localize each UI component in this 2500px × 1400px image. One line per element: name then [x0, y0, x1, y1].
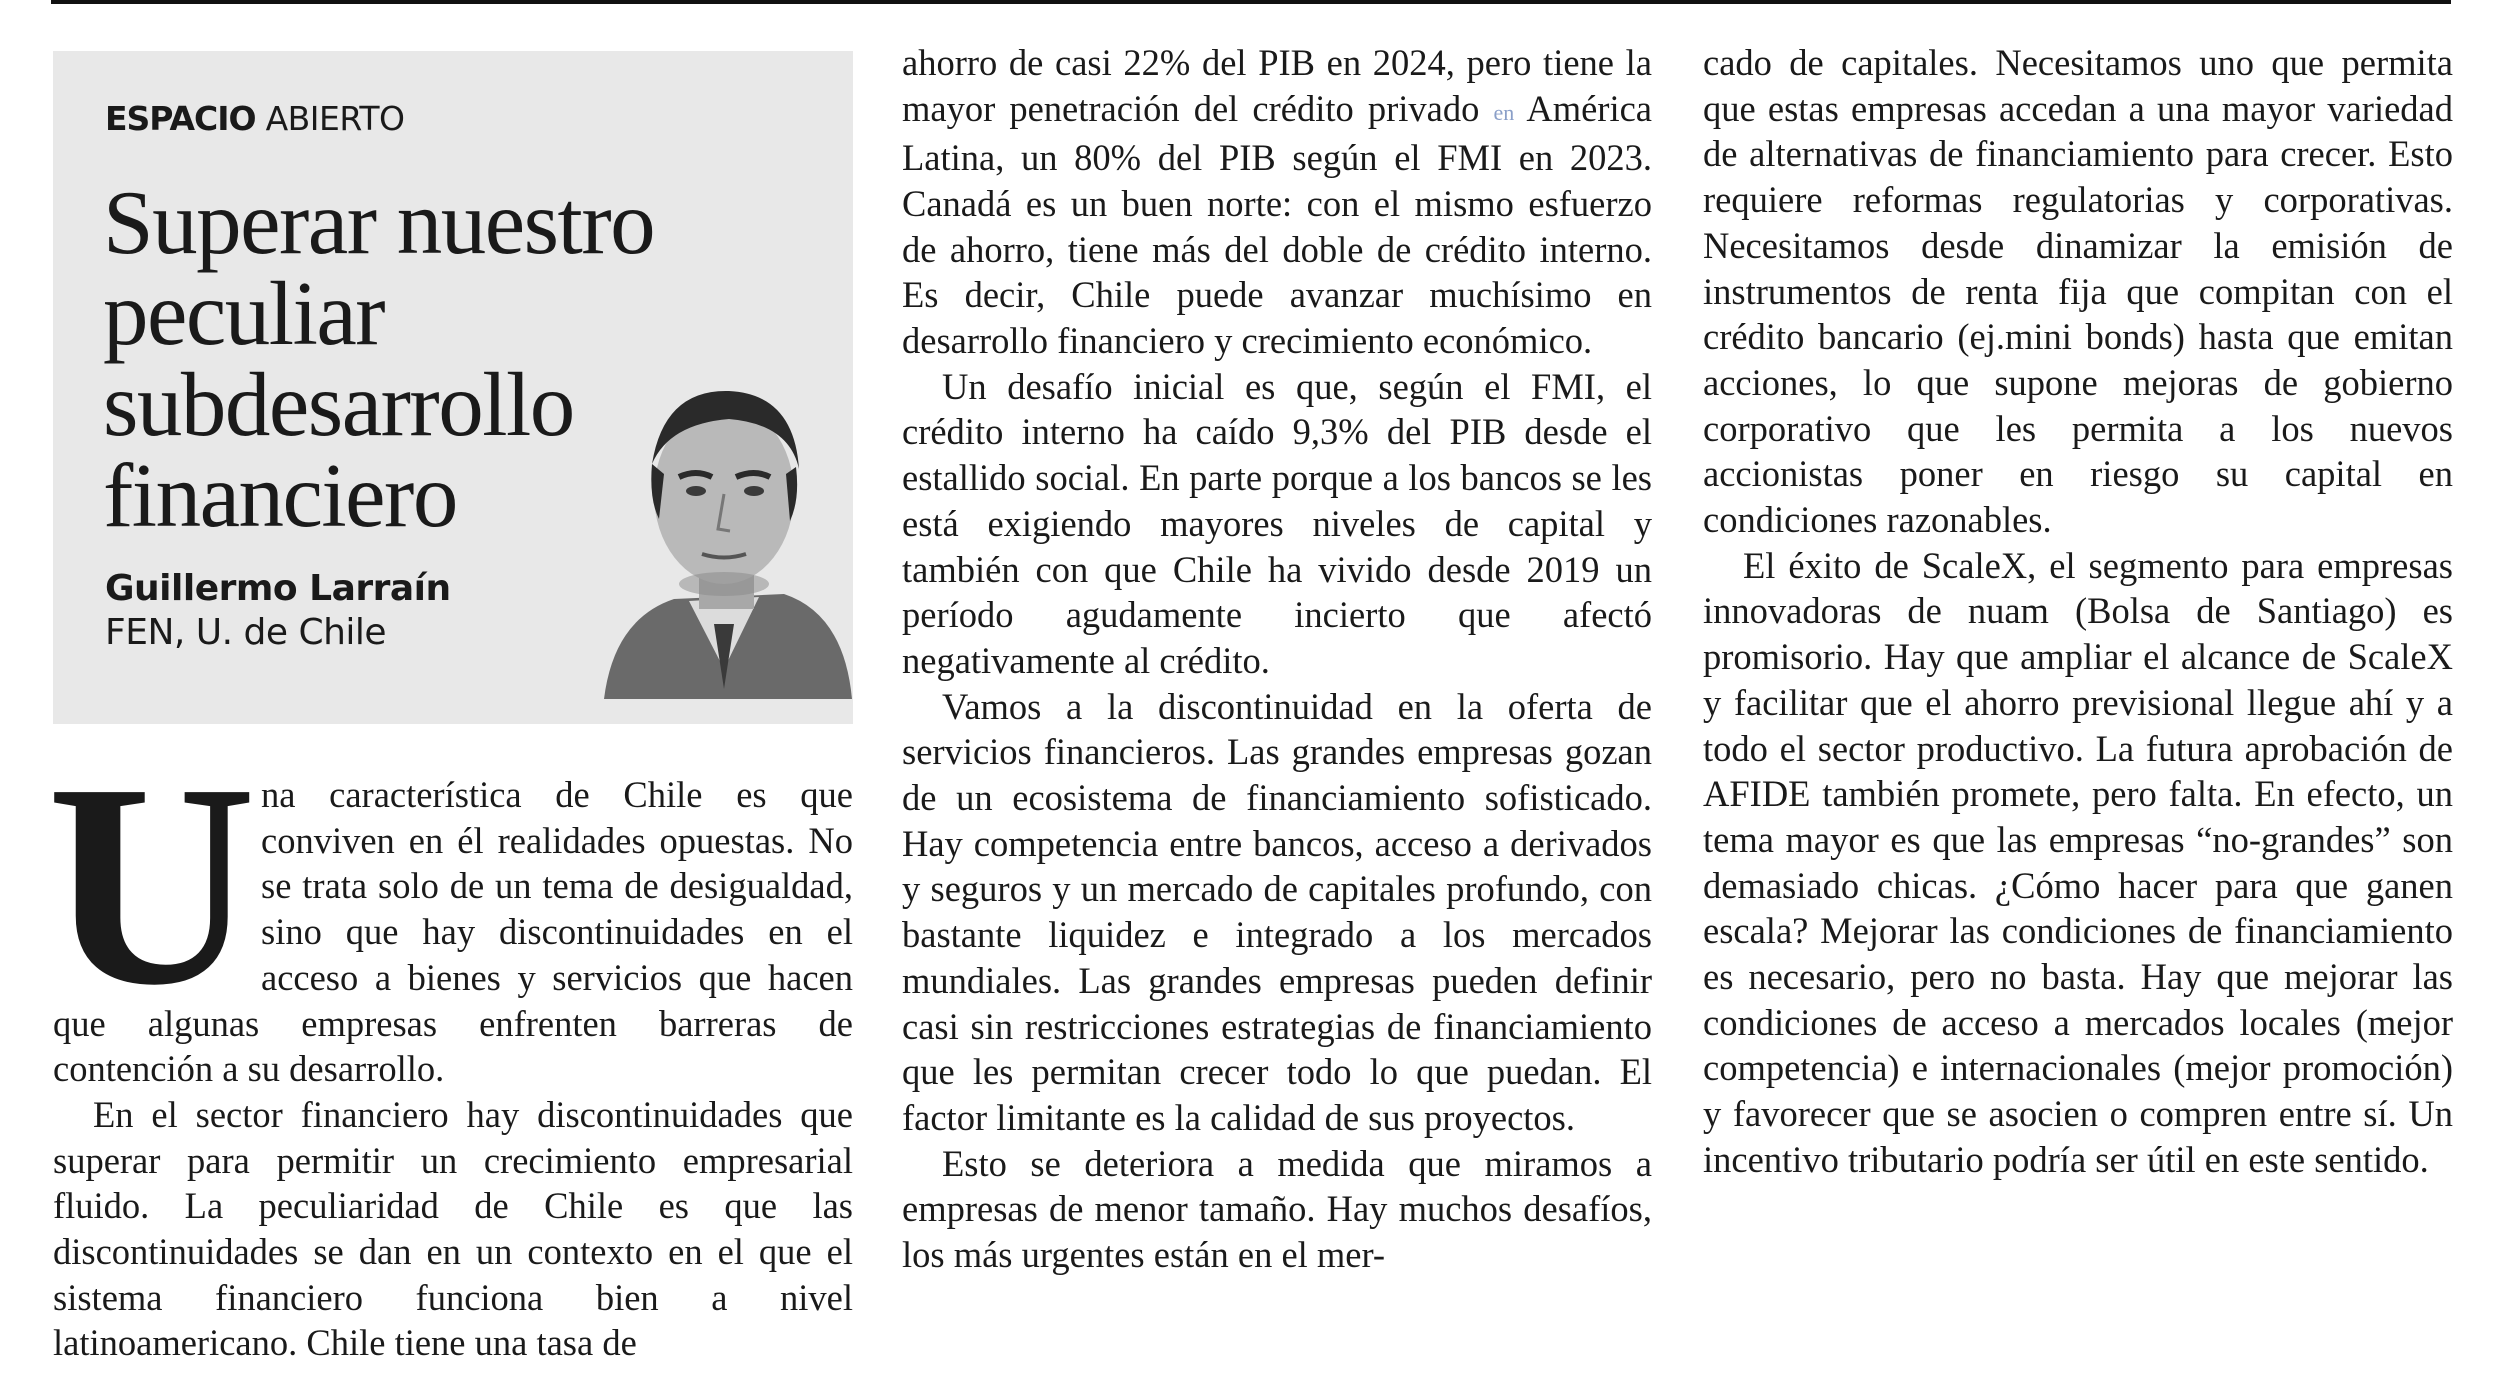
- headline-line: financiero: [103, 445, 457, 546]
- annotation-marker: en: [1493, 99, 1515, 125]
- paragraph: cado de capitales. Necesitamos uno que permita que estas empresas accedan a una mayor variedad de alternativas de financiamiento para crecer. Esto requiere reformas regulatorias y corporativas. Necesitamos desde dinamizar la emisión de instrumentos de renta fija que compitan con el crédito bancario (ej.mini bonds) hasta que emitan acciones, lo que supone mejoras de gobierno corporativo que les permita a los nuevos accionistas poner en riesgo su capital en condiciones razonables.: [1703, 42, 2453, 541]
- section-label: ESPACIO ABIERTO: [105, 99, 405, 138]
- paragraph: En el sector financiero hay discontinuidades que superar para permitir un crecimiento empresarial fluido. La peculiaridad de Chile es que las discontinuidades se dan en un contexto en el que el sistema financiero funciona bien a nivel latinoamericano. Chile tiene una tasa de: [53, 1093, 853, 1364]
- paragraph: Esto se deteriora a medida que miramos a empresas de menor tamaño. Hay muchos desafíos, los más urgentes están en el mer-: [902, 1142, 1652, 1276]
- paragraph: Vamos a la discontinuidad en la oferta de servicios financieros. Las grandes empresas gozan de un ecosistema de financiamiento sofisticado. Hay competencia entre bancos, acceso a derivados y seguros y un mercado de capitales profundo, con bastante liquidez e integrado a los mercados mundiales. Las grandes empresas pueden definir casi sin restricciones estrategias de financiamiento que les permitan crecer todo lo que puedan. El factor limitante es la calidad de sus proyectos.: [902, 685, 1652, 1138]
- article-column-1: [47, 724, 853, 1366]
- svg-text:U: U: [47, 724, 257, 1045]
- author-portrait: [594, 369, 854, 699]
- article-column-2: [902, 40, 1652, 1278]
- paragraph: ahorro de casi 22% del PIB en 2024, pero tiene la mayor penetración del crédito privado en América Latina, un 80% del PIB según el FMI en 2023. Canadá es un buen norte: con el mismo esfuerzo de ahorro, tiene más del doble de crédito interno. Es decir, Chile puede avanzar muchísimo en desarrollo financiero y crecimiento económico.: [902, 42, 1652, 361]
- headline-line: Superar nuestro: [103, 172, 655, 273]
- author-name: Guillermo Larraín: [105, 568, 451, 609]
- header-box: [53, 51, 853, 724]
- paragraph: Un desafío inicial es que, según el FMI, el crédito interno ha caído 9,3% del PIB desde el estallido social. En parte porque a los bancos se les está exigiendo mayores niveles de capital y también con que Chile ha vivido desde 2019 un período agudamente incierto que afectó negativamente al crédito.: [902, 365, 1652, 681]
- article-column-3: [1703, 40, 2453, 1183]
- paragraph: U na característica de Chile es que conviven en él realidades opuestas. No se trata solo de un tema de desigualdad, sino que hay discontinuidades en el acceso a bienes y servicios que hacen que algunas empresas enfrenten barreras de contención a su desarrollo.: [47, 724, 853, 1090]
- headline-line: peculiar: [103, 263, 385, 364]
- headline-line: subdesarrollo: [103, 354, 574, 455]
- top-rule: [51, 0, 2451, 4]
- author-affiliation: FEN, U. de Chile: [105, 612, 387, 653]
- dropcap-letter: [47, 724, 257, 1045]
- paragraph: El éxito de ScaleX, el segmento para empresas innovadoras de nuam (Bolsa de Santiago) es promisorio. Hay que ampliar el alcance de ScaleX y facilitar que el ahorro previsional llegue ahí y a todo el sector productivo. La futura aprobación de AFIDE también promete, pero falta. En efecto, un tema mayor es que las empresas “no-grandes” son demasiado chicas. ¿Cómo hacer para que ganen escala? Mejorar las condiciones de financiamiento es necesario, pero no basta. Hay que mejorar las condiciones de acceso a mercados locales (mejor competencia) e internacionales (mejor promoción) y favorecer que se asocien o compren entre sí. Un incentivo tributario podría ser útil en este sentido.: [1703, 544, 2453, 1180]
